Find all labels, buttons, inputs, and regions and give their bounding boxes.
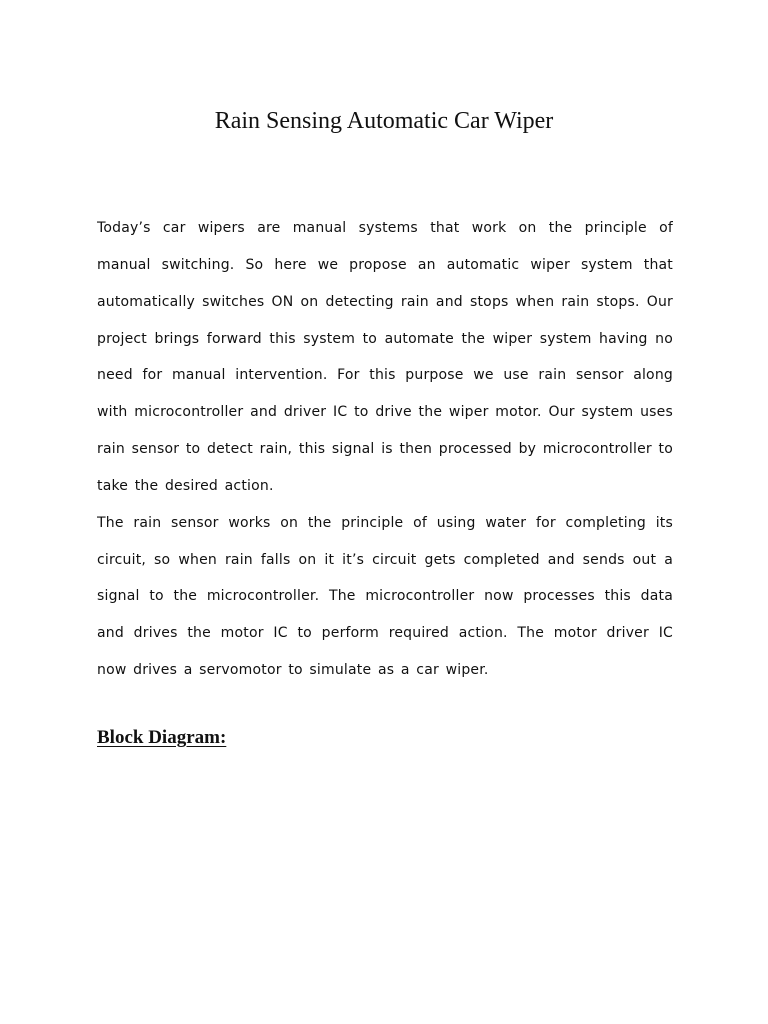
section-heading-block-diagram: Block Diagram: — [97, 727, 227, 748]
text-line: project brings forward this system to automate the wiper system having no — [97, 330, 673, 347]
text-line: and drives the motor IC to perform required action. The motor driver IC — [97, 625, 673, 642]
text-line: Today’s car wipers are manual systems that work on the principle of — [97, 220, 673, 236]
text-line: now drives a servomotor to simulate as a car wiper. — [97, 662, 489, 679]
text-line: take the desired action. — [97, 477, 274, 494]
text-line: automatically switches ON on detecting rain and stops when rain stops. Our — [97, 293, 673, 310]
text-line: circuit, so when rain falls on it it’s circuit gets completed and sends out a — [97, 551, 673, 568]
text-line: signal to the microcontroller. The microcontroller now processes this data — [97, 588, 673, 605]
document-body — [97, 210, 673, 689]
text-line: rain sensor to detect rain, this signal is then processed by microcontroller to — [97, 441, 673, 458]
text-line: need for manual intervention. For this purpose we use rain sensor along — [97, 367, 673, 384]
paragraph-intro — [97, 210, 673, 505]
document-title: Rain Sensing Automatic Car Wiper — [214, 108, 554, 134]
text-line: manual switching. So here we propose an automatic wiper system that — [97, 256, 673, 273]
text-line: The rain sensor works on the principle of using water for completing its — [97, 514, 673, 531]
text-line: with microcontroller and driver IC to drive the wiper motor. Our system uses — [97, 404, 673, 421]
paragraph-sensor — [97, 505, 673, 689]
